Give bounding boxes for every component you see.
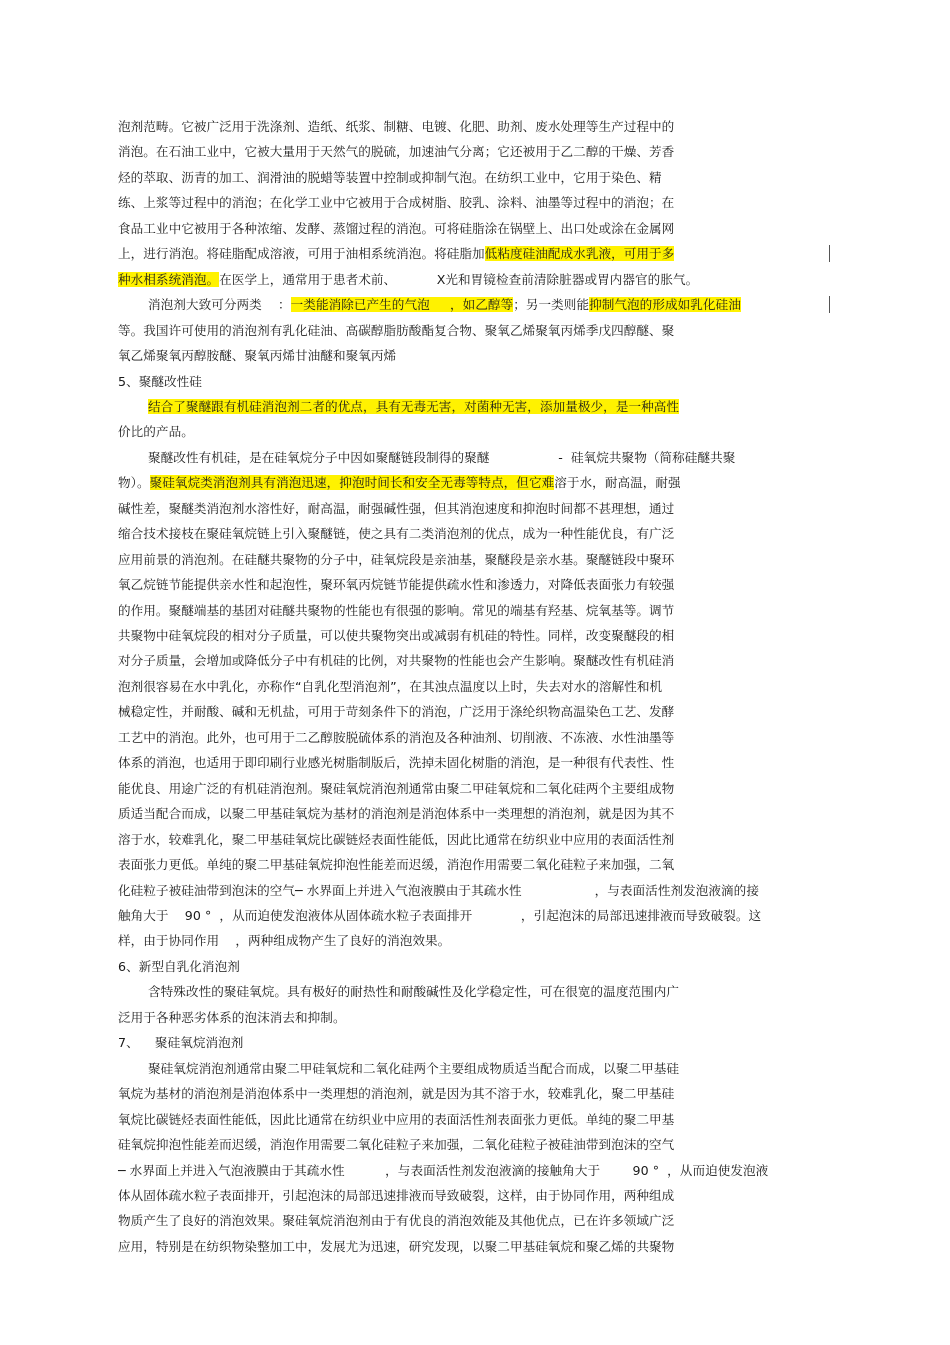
text-segment: 的作用。聚醚端基的基团对硅醚共聚物的性能也有很强的影响。常见的端基有羟基、烷氧基等。调节 xyxy=(118,602,675,618)
highlighted-text: 结合了聚醚跟有机硅消泡剂二者的优点，具有无毒无害，对菌种无害，添加量极少，是一种高性 xyxy=(148,398,680,414)
text-line xyxy=(118,1213,674,1229)
text-segment: 样，由于协同作用 ，两种组成物产生了良好的消泡效果。 xyxy=(118,933,451,949)
text-line xyxy=(148,1061,679,1077)
text-line xyxy=(118,730,674,746)
text-line xyxy=(118,1086,674,1102)
text-segment: 氧乙烷链节能提供亲水性和起泡性，聚环氧丙烷链节能提供疏水性和渗透力，对降低表面张力有较强 xyxy=(118,577,675,593)
text-segment: 食品工业中它被用于各种浓缩、发酵、蒸馏过程的消泡。可将硅脂涂在锅壁上、出口处或涂在金属网 xyxy=(118,220,675,236)
text-segment: 氧烷比碳链烃表面性能低，因此比通常在纺织业中应用的表面活性剂表面张力更低。单纯的聚二甲基 xyxy=(118,1111,675,1127)
text-segment: 练、上浆等过程中的消泡；在化学工业中它被用于合成树脂、胶乳、涂料、油墨等过程中的消泡；在 xyxy=(118,195,675,211)
text-line xyxy=(118,475,681,491)
text-segment: 工艺中的消泡。此外，也可用于二乙醇胺脱硫体系的消泡及各种油剂、切削液、不冻液、水性油墨等 xyxy=(118,729,675,745)
highlight-edge-marker xyxy=(829,296,830,313)
text-line xyxy=(118,806,674,822)
text-line xyxy=(118,526,674,542)
highlighted-text: 低粘度硅油配成水乳液，可用于多 xyxy=(484,246,675,262)
text-line xyxy=(118,424,194,440)
text-segment: 含特殊改性的聚硅氧烷。具有极好的耐热性和耐酸碱性及化学稳定性，可在很宽的温度范围内广 xyxy=(148,984,680,1000)
highlighted-text: 种水相系统消泡。 xyxy=(118,271,220,287)
text-line xyxy=(118,628,674,644)
highlighted-text: 一类能消除已产生的气泡 ，如乙醇等 xyxy=(290,297,514,313)
text-segment: 触角大于 90 ° ，从而迫使发泡液体从固体疏水粒子表面排开 ，引起泡沫的局部迅速排液而导致破裂。这 xyxy=(118,907,762,923)
text-segment: 聚醚改性有机硅，是在硅氧烷分子中因如聚醚链段制得的聚醚 - 硅氧烷共聚物（简称硅醚共聚 xyxy=(148,449,736,465)
text-segment: 溶于水，耐高温，耐强 xyxy=(554,475,681,491)
text-line xyxy=(118,144,674,160)
text-line xyxy=(118,603,674,619)
text-segment: 烃的萃取、沥青的加工、润滑油的脱蜡等装置中控制或抑制气泡。在纺织工业中，它用于染色、精 xyxy=(118,169,662,185)
text-line xyxy=(118,1035,243,1051)
text-segment: 聚硅氧烷消泡剂通常由聚二甲硅氧烷和二氧化硅两个主要组成物质适当配合而成，以聚二甲基硅 xyxy=(148,1060,680,1076)
text-segment: 在医学上，通常用于患者术前、 X光和胃镜检查前清除脏器或胃内器官的胀气。 xyxy=(219,271,699,287)
text-line xyxy=(118,679,662,695)
text-segment: 对分子质量，会增加或降低分子中有机硅的比例，对共聚物的性能也会产生影响。聚醚改性有机硅消 xyxy=(118,653,675,669)
text-segment: 体系的消泡，也适用于即印刷行业感光树脂制版后，洗掉未固化树脂的消泡，是一种很有代表性、性 xyxy=(118,755,675,771)
text-segment: 上，进行消泡。将硅脂配成溶液，可用于油相系统消泡。将硅脂加 xyxy=(118,246,485,262)
text-line xyxy=(118,704,674,720)
text-line xyxy=(118,857,674,873)
text-line xyxy=(118,577,674,593)
highlighted-text: 抑制气泡的形成如乳化硅油 xyxy=(589,297,741,313)
text-segment: 物）。 xyxy=(118,475,150,491)
text-segment: 碱性差，聚醚类消泡剂水溶性好，耐高温，耐强碱性强，但其消泡速度和抑泡时间都不甚理想，通过 xyxy=(118,500,675,516)
text-line xyxy=(148,297,741,313)
text-line xyxy=(118,552,674,568)
text-line xyxy=(118,1137,674,1153)
text-line xyxy=(118,221,674,237)
text-line xyxy=(118,908,761,924)
text-line xyxy=(118,323,674,339)
text-segment: 械稳定性，并耐酸、碱和无机盐，可用于苛刻条件下的消泡，广泛用于涤纶织物高温染色工艺、发酵 xyxy=(118,704,675,720)
text-segment: 应用前景的消泡剂。在硅醚共聚物的分子中，硅氧烷段是亲油基，聚醚段是亲水基。聚醚链段中聚环 xyxy=(118,551,675,567)
text-line xyxy=(118,832,674,848)
text-line xyxy=(118,883,759,899)
text-segment: 泡剂很容易在水中乳化，亦称作“自乳化型消泡剂”，在其浊点温度以上时，失去对水的溶解性和机 xyxy=(118,678,663,694)
text-segment: 缩合技术接枝在聚硅氧烷链上引入聚醚链，使之具有二类消泡剂的优点，成为一种性能优良，有广泛 xyxy=(118,526,675,542)
text-line xyxy=(118,170,662,186)
text-segment: 消泡剂大致可分两类 ： xyxy=(148,297,291,313)
text-segment: 氧烷为基材的消泡剂是消泡体系中一类理想的消泡剂，就是因为其不溶于水，较难乳化，聚二甲基硅 xyxy=(118,1086,675,1102)
text-line xyxy=(148,450,735,466)
text-segment: 应用，特别是在纺织物染整加工中，发展尤为迅速，研究发现，以聚二甲基硅氧烷和聚乙烯的共聚物 xyxy=(118,1238,675,1254)
text-segment: 泡剂范畴。它被广泛用于洗涤剂、造纸、纸浆、制糖、电镀、化肥、助剂、废水处理等生产过程中的 xyxy=(118,119,675,134)
text-line xyxy=(118,246,674,262)
text-segment: 7、 聚硅氧烷消泡剂 xyxy=(118,1035,244,1051)
text-line xyxy=(118,959,240,975)
text-segment: 能优良、用途广泛的有机硅消泡剂。聚硅氧烷消泡剂通常由聚二甲硅氧烷和二氧化硅两个主要组成物 xyxy=(118,780,675,796)
text-line xyxy=(118,1010,346,1026)
text-line xyxy=(118,755,674,771)
text-line xyxy=(118,374,202,390)
text-segment: ；另一类则能 xyxy=(513,297,590,313)
text-segment: 价比的产品。 xyxy=(118,424,194,440)
text-line xyxy=(148,984,679,1000)
text-segment: ─ 水界面上并进入气泡液膜由于其疏水性 ，与表面活性剂发泡液滴的接触角大于 90 ° ，从而迫使发泡液 xyxy=(118,1162,769,1178)
text-segment: 化硅粒子被硅油带到泡沫的空气─ 水界面上并进入气泡液膜由于其疏水性 ，与表面活性剂发泡液滴的接 xyxy=(118,882,759,898)
text-segment: 5、聚醚改性硅 xyxy=(118,373,202,389)
text-segment: 溶于水，较难乳化，聚二甲基硅氧烷比碳链烃表面性能低，因此比通常在纺织业中应用的表面活性剂 xyxy=(118,831,675,847)
text-segment: 氧乙烯聚氧丙醇胺醚、聚氧丙烯甘油醚和聚氧丙烯 xyxy=(118,348,397,363)
text-segment: 泛用于各种恶劣体系的泡沫消去和抑制。 xyxy=(118,1009,346,1025)
text-line xyxy=(118,1163,768,1179)
text-line xyxy=(118,272,698,288)
text-segment: 物质产生了良好的消泡效果。聚硅氧烷消泡剂由于有优良的消泡效能及其他优点，已在许多领域广泛 xyxy=(118,1213,675,1229)
text-line xyxy=(118,933,450,949)
text-segment: 体从固体疏水粒子表面排开，引起泡沫的局部迅速排液而导致破裂，这样，由于协同作用，两种组成 xyxy=(118,1187,675,1203)
highlight-edge-marker xyxy=(829,245,830,262)
text-line xyxy=(118,348,396,364)
text-line xyxy=(118,781,674,797)
text-line xyxy=(118,1112,674,1128)
text-segment: 表面张力更低。单纯的聚二甲基硅氧烷抑泡性能差而迟缓，消泡作用需要二氧化硅粒子来加强，二氧 xyxy=(118,857,675,872)
text-line xyxy=(118,1239,674,1255)
text-segment: 等。我国许可使用的消泡剂有乳化硅油、高碳醇脂肪酸酯复合物、聚氧乙烯聚氧丙烯季戊四醇醚、聚 xyxy=(118,322,675,338)
text-line xyxy=(148,399,679,415)
text-segment: 质适当配合而成，以聚二甲基硅氧烷为基材的消泡剂是消泡体系中一类理想的消泡剂，就是因为其不 xyxy=(118,806,675,822)
text-line xyxy=(118,653,674,669)
text-line xyxy=(118,501,674,517)
text-line xyxy=(118,119,674,135)
text-line xyxy=(118,1188,674,1204)
highlighted-text: 聚硅氧烷类消泡剂具有消泡迅速，抑泡时间长和安全无毒等特点，但它难 xyxy=(149,475,555,491)
text-segment: 消泡。在石油工业中，它被大量用于天然气的脱硫，加速油气分离；它还被用于乙二醇的干燥、芳香 xyxy=(118,144,675,160)
text-line xyxy=(118,195,674,211)
text-segment: 共聚物中硅氧烷段的相对分子质量，可以使共聚物突出或减弱有机硅的特性。同样，改变聚醚段的相 xyxy=(118,628,675,643)
text-segment: 6、新型自乳化消泡剂 xyxy=(118,958,240,974)
text-segment: 硅氧烷抑泡性能差而迟缓，消泡作用需要二氧化硅粒子来加强，二氧化硅粒子被硅油带到泡沫的空气 xyxy=(118,1137,675,1152)
